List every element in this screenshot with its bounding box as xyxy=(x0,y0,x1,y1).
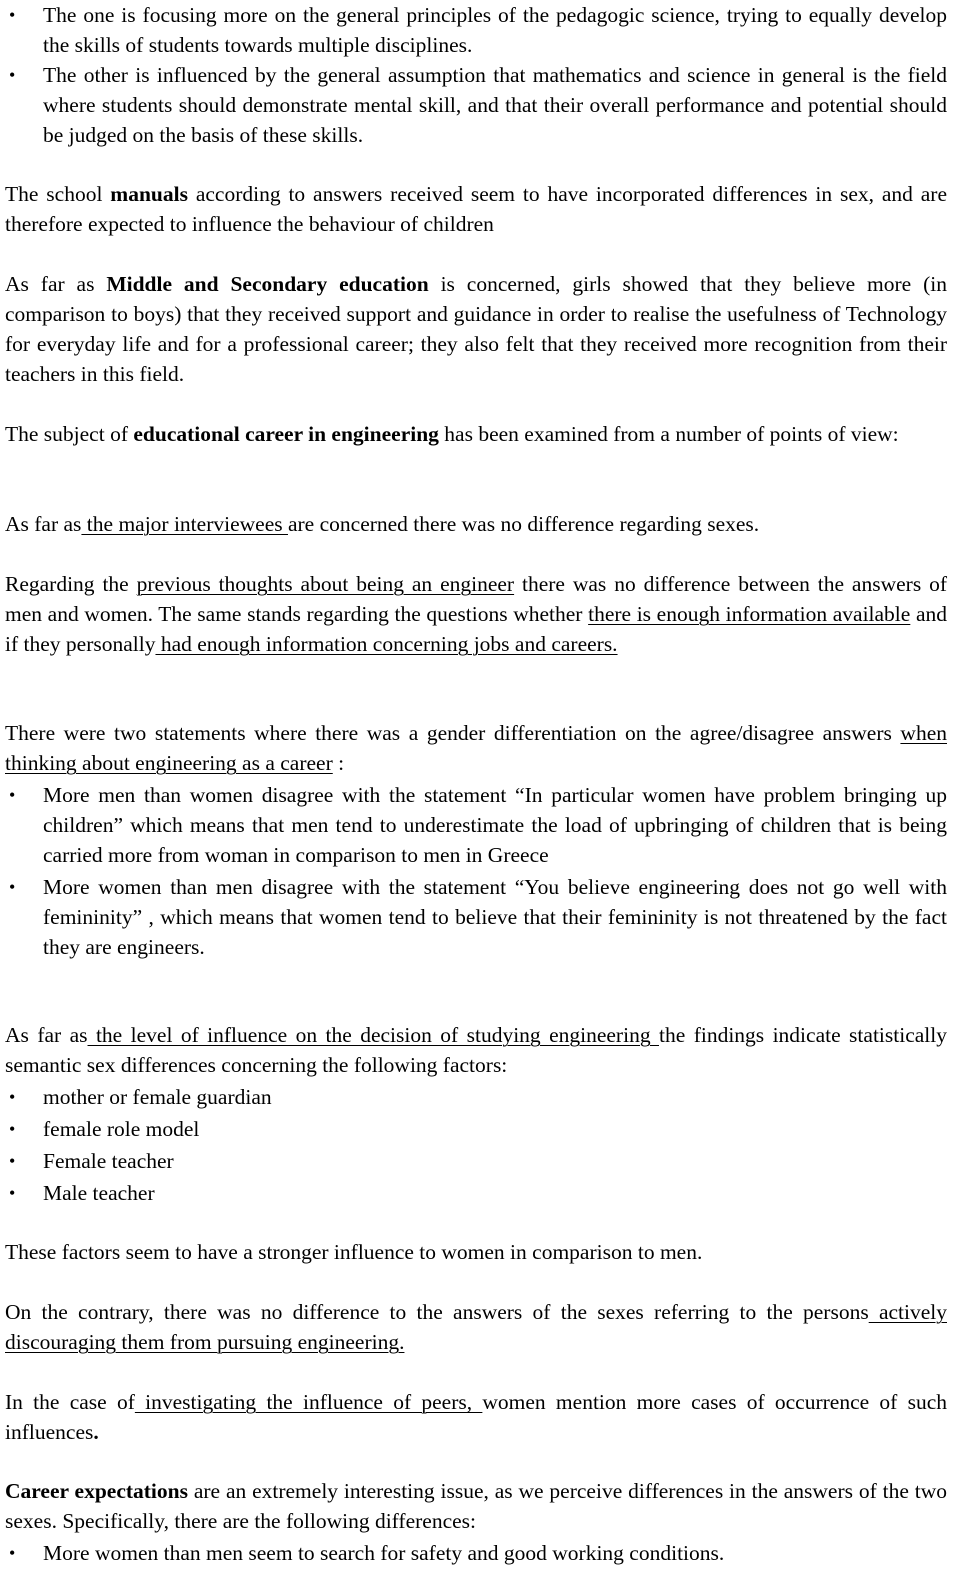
bullet-icon: • xyxy=(9,1151,16,1171)
bullet-icon: • xyxy=(9,1543,16,1563)
bullet-icon: • xyxy=(9,785,16,805)
list-item: • The other is influenced by the general assumption that mathematics and science in general is the field where students should demonstrate mental skill, and that their overall performance and potential should be judged on the basis of these skills. xyxy=(5,60,947,150)
paragraph-middle-secondary: As far as Middle and Secondary education is concerned, girls showed that they believe more (in comparison to boys) that they received support and guidance in order to realise the usefulness of Technology for everyday life and for a professional career; they also felt that they received more recognition from their teachers in this field. xyxy=(5,272,947,386)
paragraph-regarding: Regarding the previous thoughts about being an engineer there was no difference between the answers of men and women. The same stands regarding the questions whether there is enough information available and if they personally had enough information concerning jobs and careers. xyxy=(5,572,948,656)
paragraph-statements: There were two statements where there was a gender differentiation on the agree/disagree answers when thinking about engineering as a career : xyxy=(5,721,947,775)
paragraph-manuals: The school manuals according to answers received seem to have incorporated differences in sex, and are therefore expected to influence the behaviour of children xyxy=(5,182,948,236)
list-item: • More women than men disagree with the statement “You believe engineering does not go well with femininity” , which means that women tend to believe that their femininity is not threatened by the fact they are engineers. xyxy=(5,872,947,962)
paragraph-peers: In the case of investigating the influence of peers, women mention more cases of occurrence of such influences. xyxy=(5,1390,947,1444)
bullet-list-top xyxy=(5,0,947,150)
paragraph-educational-career: The subject of educational career in engineering has been examined from a number of points of view: xyxy=(5,422,899,446)
bullet-icon: • xyxy=(9,5,16,25)
paragraph-influence: As far as the level of influence on the decision of studying engineering the findings indicate statistically semantic sex differences concerning the following factors: xyxy=(5,1023,947,1077)
bullet-icon: • xyxy=(9,1087,16,1107)
list-item: • The one is focusing more on the general principles of the pedagogic science, trying to equally develop the skills of students towards multiple disciplines. xyxy=(5,0,947,60)
paragraph-interviewees: As far as the major interviewees are concerned there was no difference regarding sexes. xyxy=(5,512,760,536)
bullet-icon: • xyxy=(9,1183,16,1203)
bullet-icon: • xyxy=(9,65,16,85)
paragraph-contrary: On the contrary, there was no difference to the answers of the sexes referring to the persons actively discouraging them from pursuing engineering. xyxy=(5,1300,947,1354)
bullet-icon: • xyxy=(9,1119,16,1139)
bullet-icon: • xyxy=(9,877,16,897)
list-item: • More women than men seem to search for safety and good working conditions. xyxy=(5,1538,947,1568)
list-item: • female role model xyxy=(5,1113,947,1145)
paragraph-factors-note: These factors seem to have a stronger influence to women in comparison to men. xyxy=(5,1240,703,1264)
list-item: • More men than women disagree with the statement “In particular women have problem bringing up children” which means that men tend to underestimate the load of upbringing of children that is being carried more from woman in comparison to men in Greece xyxy=(5,780,947,870)
bullet-list-gender xyxy=(5,780,947,962)
bullet-list-factors xyxy=(5,1081,947,1209)
paragraph-career-expectations: Career expectations are an extremely interesting issue, as we perceive differences in the answers of the two sexes. Specifically, there are the following differences: xyxy=(5,1479,947,1533)
bullet-list-last xyxy=(5,1538,947,1568)
list-item: • Female teacher xyxy=(5,1145,947,1177)
list-item: • mother or female guardian xyxy=(5,1081,947,1113)
list-item: • Male teacher xyxy=(5,1177,947,1209)
